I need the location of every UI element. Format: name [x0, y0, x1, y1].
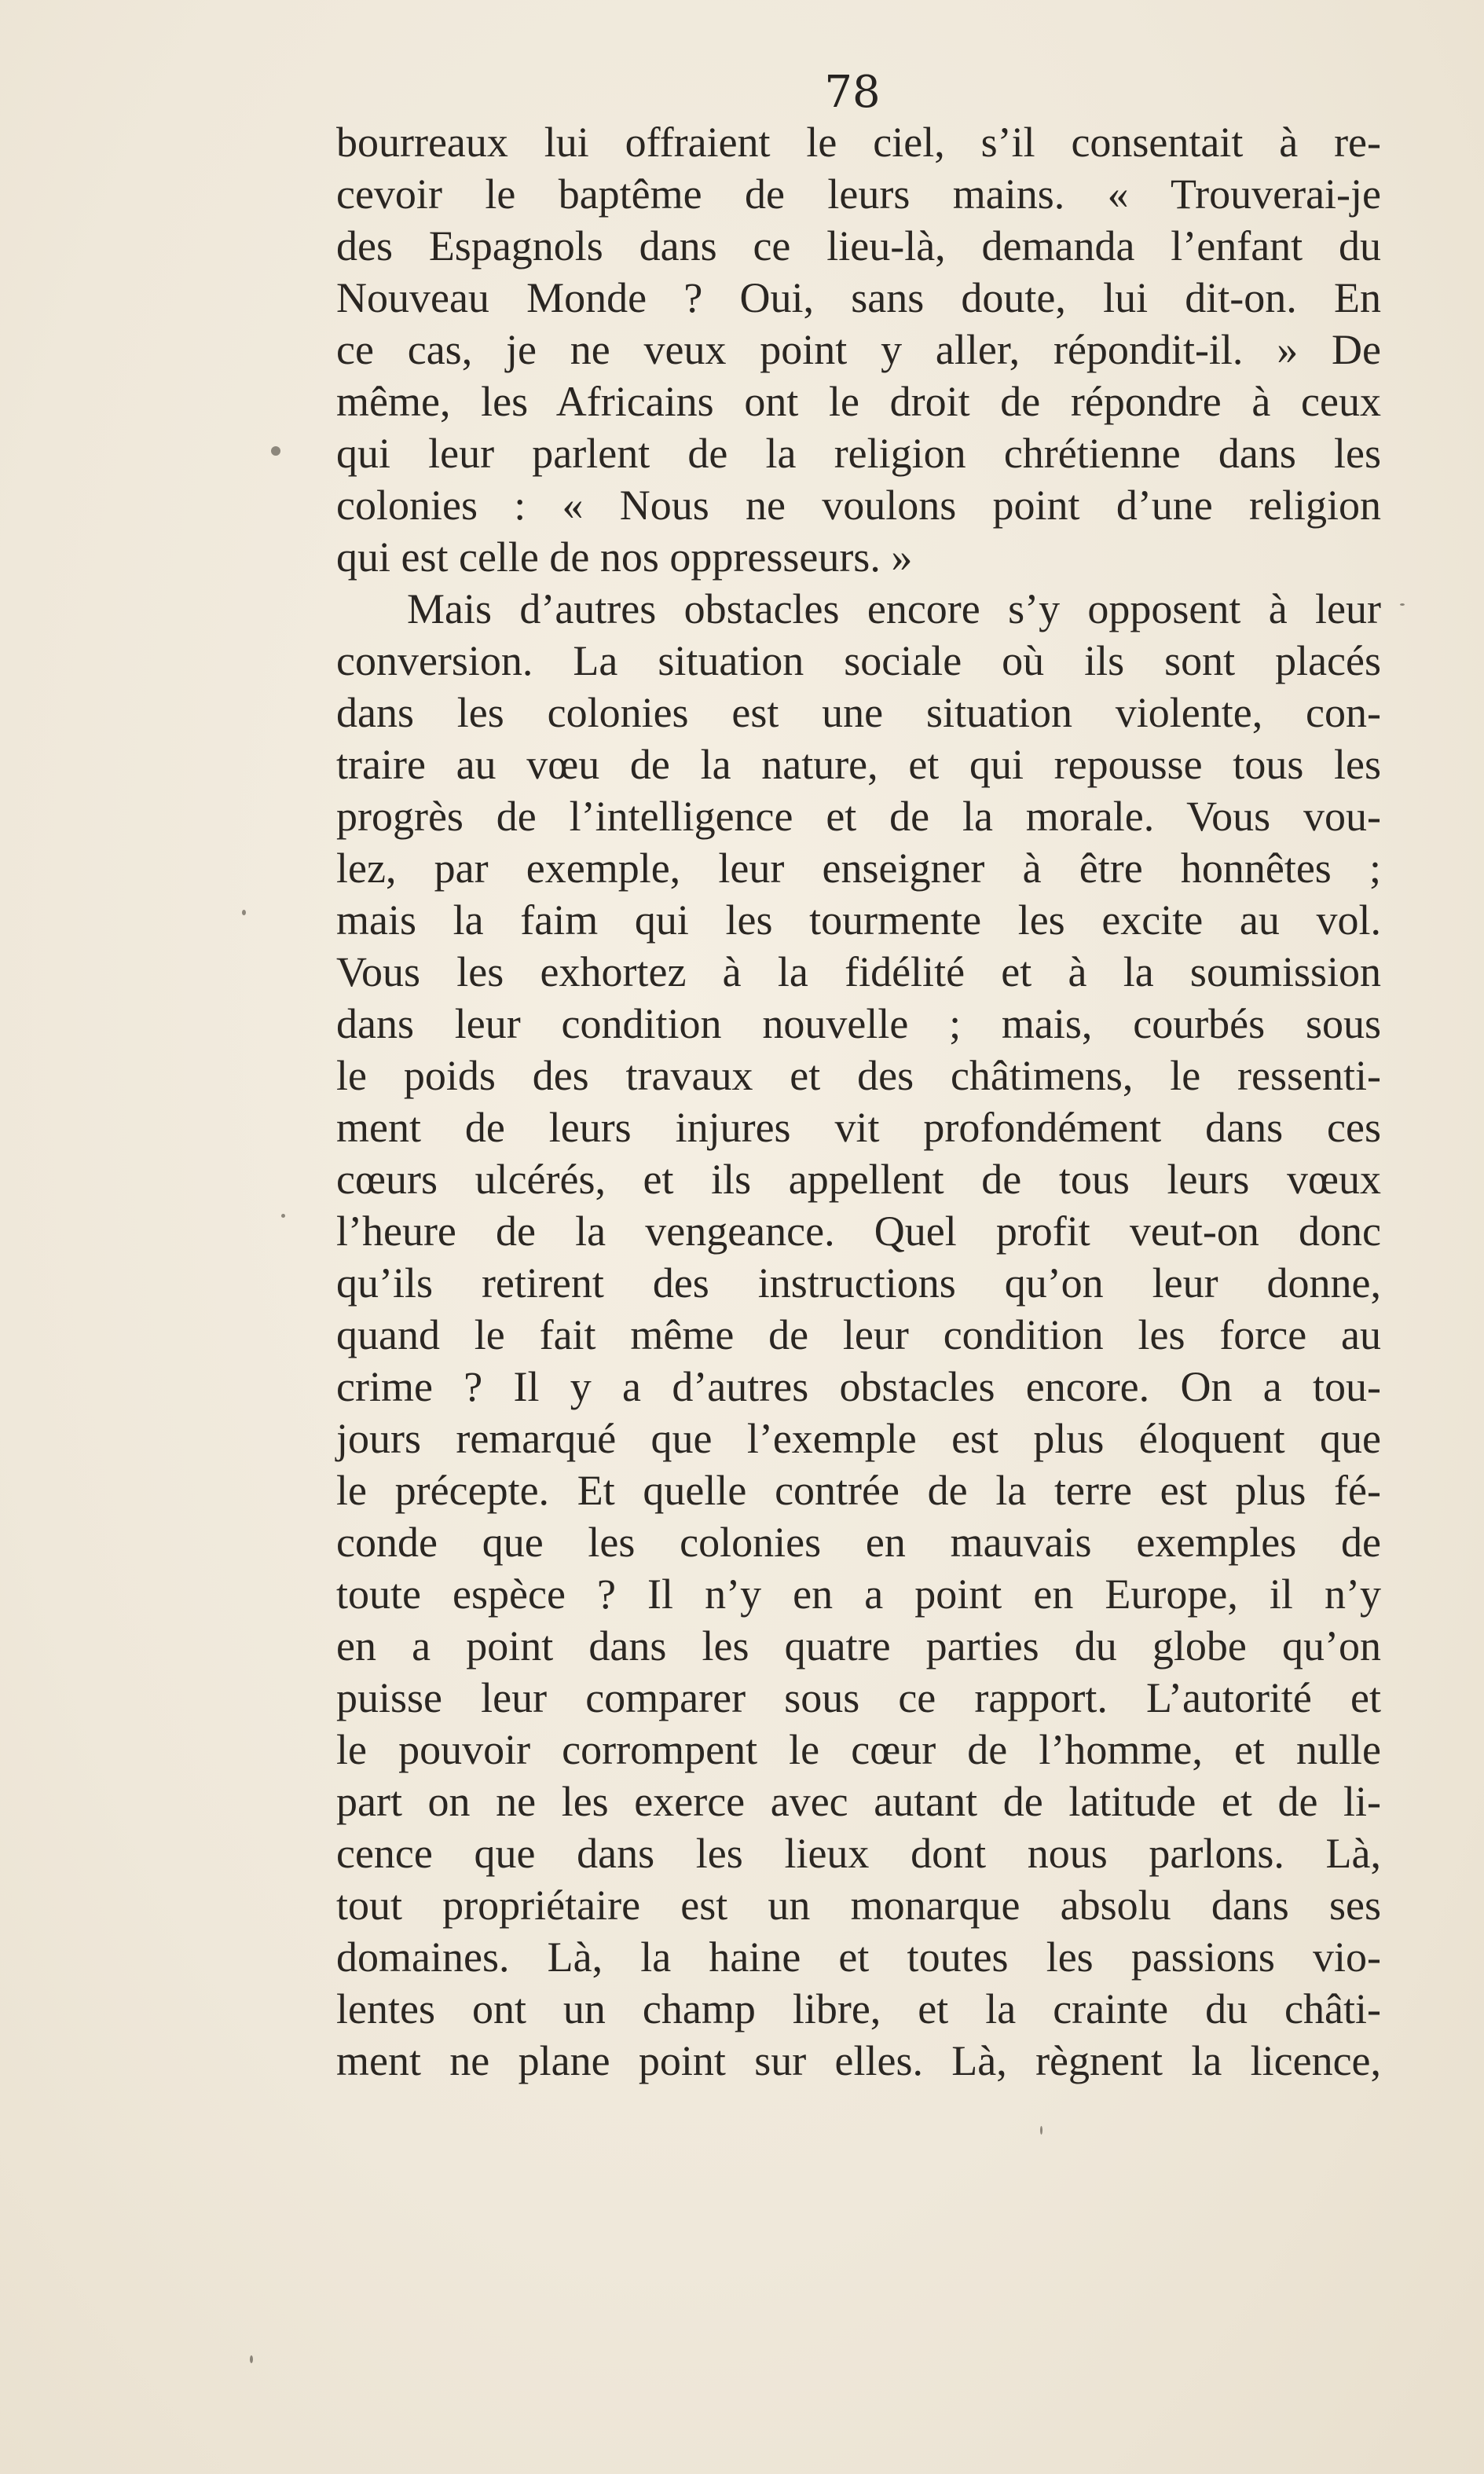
text-line: ce cas, je ne veux point y aller, répondit-il. » De — [336, 326, 1381, 373]
text-line: lez, par exemple, leur enseigner à être honnêtes ; — [336, 845, 1381, 892]
text-line: des Espagnols dans ce lieu-là, demanda l’enfant du — [336, 222, 1381, 269]
text-line: mais la faim qui les tourmente les excite au vol. — [336, 896, 1381, 944]
text-line: Vous les exhortez à la fidélité et à la soumission — [336, 948, 1381, 995]
text-line: ment ne plane point sur elles. Là, règnent la licence, — [336, 2037, 1381, 2084]
text-line: le poids des travaux et des châtimens, le ressenti- — [336, 1052, 1381, 1099]
text-line: toute espèce ? Il n’y en a point en Europe, il n’y — [336, 1571, 1381, 1618]
text-line: bourreaux lui offraient le ciel, s’il consentait à re- — [336, 119, 1381, 166]
text-line: traire au vœu de la nature, et qui repousse tous les — [336, 741, 1381, 788]
body-text — [336, 116, 1381, 2087]
text-line: ment de leurs injures vit profondément dans ces — [336, 1104, 1381, 1151]
text-line: qu’ils retirent des instructions qu’on leur donne, — [336, 1259, 1381, 1307]
paper-speck — [271, 446, 280, 456]
paragraph-end-line: qui est celle de nos oppresseurs. » — [336, 533, 913, 581]
text-line: dans leur condition nouvelle ; mais, courbés sous — [336, 1000, 1381, 1047]
text-line: part on ne les exerce avec autant de latitude et de li- — [336, 1778, 1381, 1825]
text-line: en a point dans les quatre parties du globe qu’on — [336, 1622, 1381, 1669]
text-line: tout propriétaire est un monarque absolu dans ses — [336, 1882, 1381, 1929]
text-line: progrès de l’intelligence et de la morale. Vous vou- — [336, 793, 1381, 840]
text-line: crime ? Il y a d’autres obstacles encore. On a tou- — [336, 1363, 1381, 1410]
text-line: lentes ont un champ libre, et la crainte du châti- — [336, 1985, 1381, 2032]
text-line: quand le fait même de leur condition les force au — [336, 1311, 1381, 1358]
text-line: qui leur parlent de la religion chrétienne dans les — [336, 430, 1381, 477]
text-line: cœurs ulcérés, et ils appellent de tous leurs vœux — [336, 1156, 1381, 1203]
text-line: puisse leur comparer sous ce rapport. L’autorité et — [336, 1674, 1381, 1721]
text-line: le précepte. Et quelle contrée de la terre est plus fé- — [336, 1467, 1381, 1514]
paper-speck — [1040, 2126, 1042, 2135]
text-line: conde que les colonies en mauvais exemples de — [336, 1519, 1381, 1566]
page-number: 78 — [824, 67, 881, 118]
text-line: même, les Africains ont le droit de répondre à ceux — [336, 378, 1381, 425]
paper-speck — [242, 910, 246, 915]
text-line: domaines. Là, la haine et toutes les passions vio- — [336, 1933, 1381, 1981]
text-line: conversion. La situation sociale où ils sont placés — [336, 637, 1381, 684]
paper-speck — [281, 1214, 285, 1218]
text-line: cevoir le baptême de leurs mains. « Trouverai-je — [336, 170, 1381, 218]
text-line: Nouveau Monde ? Oui, sans doute, lui dit-on. En — [336, 274, 1381, 321]
text-line: le pouvoir corrompent le cœur de l’homme, et nulle — [336, 1726, 1381, 1773]
text-line: colonies : « Nous ne voulons point d’une religion — [336, 482, 1381, 529]
text-line: dans les colonies est une situation violente, con- — [336, 689, 1381, 736]
text-line: cence que dans les lieux dont nous parlons. Là, — [336, 1830, 1381, 1877]
paper-speck — [1400, 603, 1405, 606]
paper-speck — [250, 2355, 253, 2363]
text-line: jours remarqué que l’exemple est plus éloquent que — [336, 1415, 1381, 1462]
text-line: l’heure de la vengeance. Quel profit veut-on donc — [336, 1208, 1381, 1255]
paragraph-start-line: Mais d’autres obstacles encore s’y opposent à leur — [407, 585, 1381, 632]
